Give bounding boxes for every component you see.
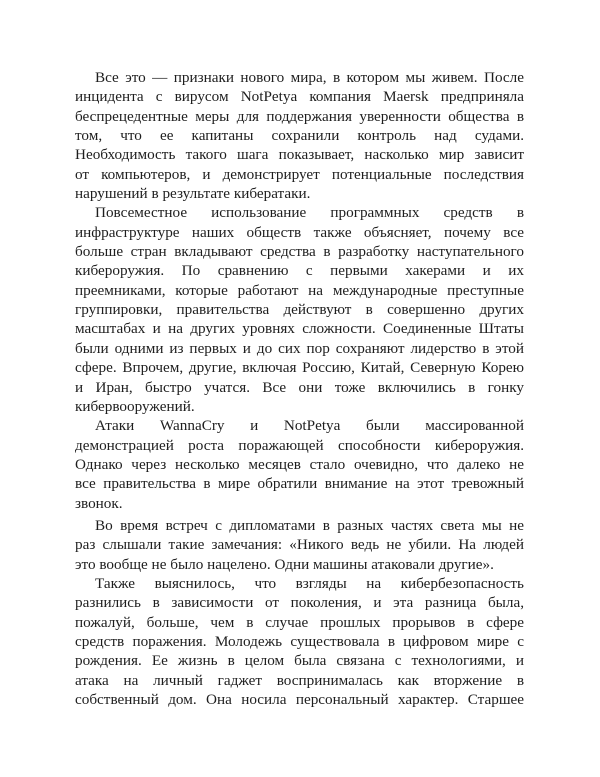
document-page [75, 68, 524, 709]
paragraph [75, 574, 524, 709]
text-line: Необходимость такого шага показывает, насколько мир зависит [75, 146, 524, 164]
text-line: Однако через несколько месяцев стало очевидно, что далеко не [75, 455, 524, 473]
text-line: и Иран, быстро учатся. Все они тоже включились в гонку [75, 378, 524, 396]
text-line: средств поражения. Молодежь существовала в цифровом мире с [75, 632, 524, 650]
text-line: от компьютеров, и демонстрирует потенциальные последствия [75, 165, 524, 183]
text-line: Атаки WannaCry и NotPetya были массированной [95, 417, 524, 435]
text-line: это вообще не было нацелено. Одни машины атаковали другие». [75, 555, 494, 573]
paragraph [75, 203, 524, 416]
text-line: Все это — признаки нового мира, в котором мы живем. После [95, 69, 524, 86]
paragraph [75, 416, 524, 513]
text-line: масштабах и на других уровнях сложности. Соединенные Штаты [75, 320, 524, 338]
text-line: Также выяснилось, что взгляды на кибербезопасность [95, 574, 524, 592]
text-line: демонстрацией роста поражающей способности кибероружия. [75, 436, 524, 454]
text-line: собственный дом. Она носила персональный характер. Старшее [75, 691, 524, 708]
text-line: были одними из первых и до сих пор сохраняют лидерство в этой [75, 339, 524, 357]
text-line: больше стран вкладывают средства в разработку наступательного [75, 243, 524, 261]
paragraph [75, 68, 524, 203]
text-line: раз слышали такие замечания: «Никого ведь не убили. На людей [75, 536, 524, 554]
text-line: том, что ее капитаны сохранили контроль над судами. [75, 127, 524, 145]
text-line: все правительства в мире обратили внимание на этот тревожный [75, 475, 524, 493]
text-line: инфраструктуре наших обществ также объясняет, почему все [75, 223, 524, 241]
paragraph [75, 516, 524, 574]
text-line: кибервооружений. [75, 397, 195, 415]
text-line: нарушений в результате кибератаки. [75, 185, 311, 203]
text-line: звонок. [75, 494, 123, 512]
text-line: инцидента с вирусом NotPetya компания Maersk предприняла [75, 88, 524, 106]
text-line: кибероружия. По сравнению с первыми хакерами и их [75, 262, 524, 280]
text-line: Во время встреч с дипломатами в разных частях света мы не [95, 516, 524, 534]
text-line: атака на личный гаджет воспринималась как вторжение в [75, 671, 524, 689]
text-line: рождения. Ее жизнь в целом была связана с технологиями, и [75, 652, 524, 670]
text-line: сфере. Впрочем, другие, включая Россию, Китай, Северную Корею [75, 359, 524, 377]
text-line: беспрецедентные меры для поддержания уверенности общества в [75, 107, 524, 125]
text-line: разнились в зависимости от поколения, и эта разница была, [75, 594, 524, 612]
text-line: преемниками, которые работают на международные преступные [75, 281, 524, 299]
text-line: пожалуй, больше, чем в случае прошлых прорывов в сфере [75, 613, 524, 631]
text-line: группировки, правительства действуют в совершенно других [75, 301, 524, 319]
text-line: Повсеместное использование программных средств в [95, 204, 524, 222]
